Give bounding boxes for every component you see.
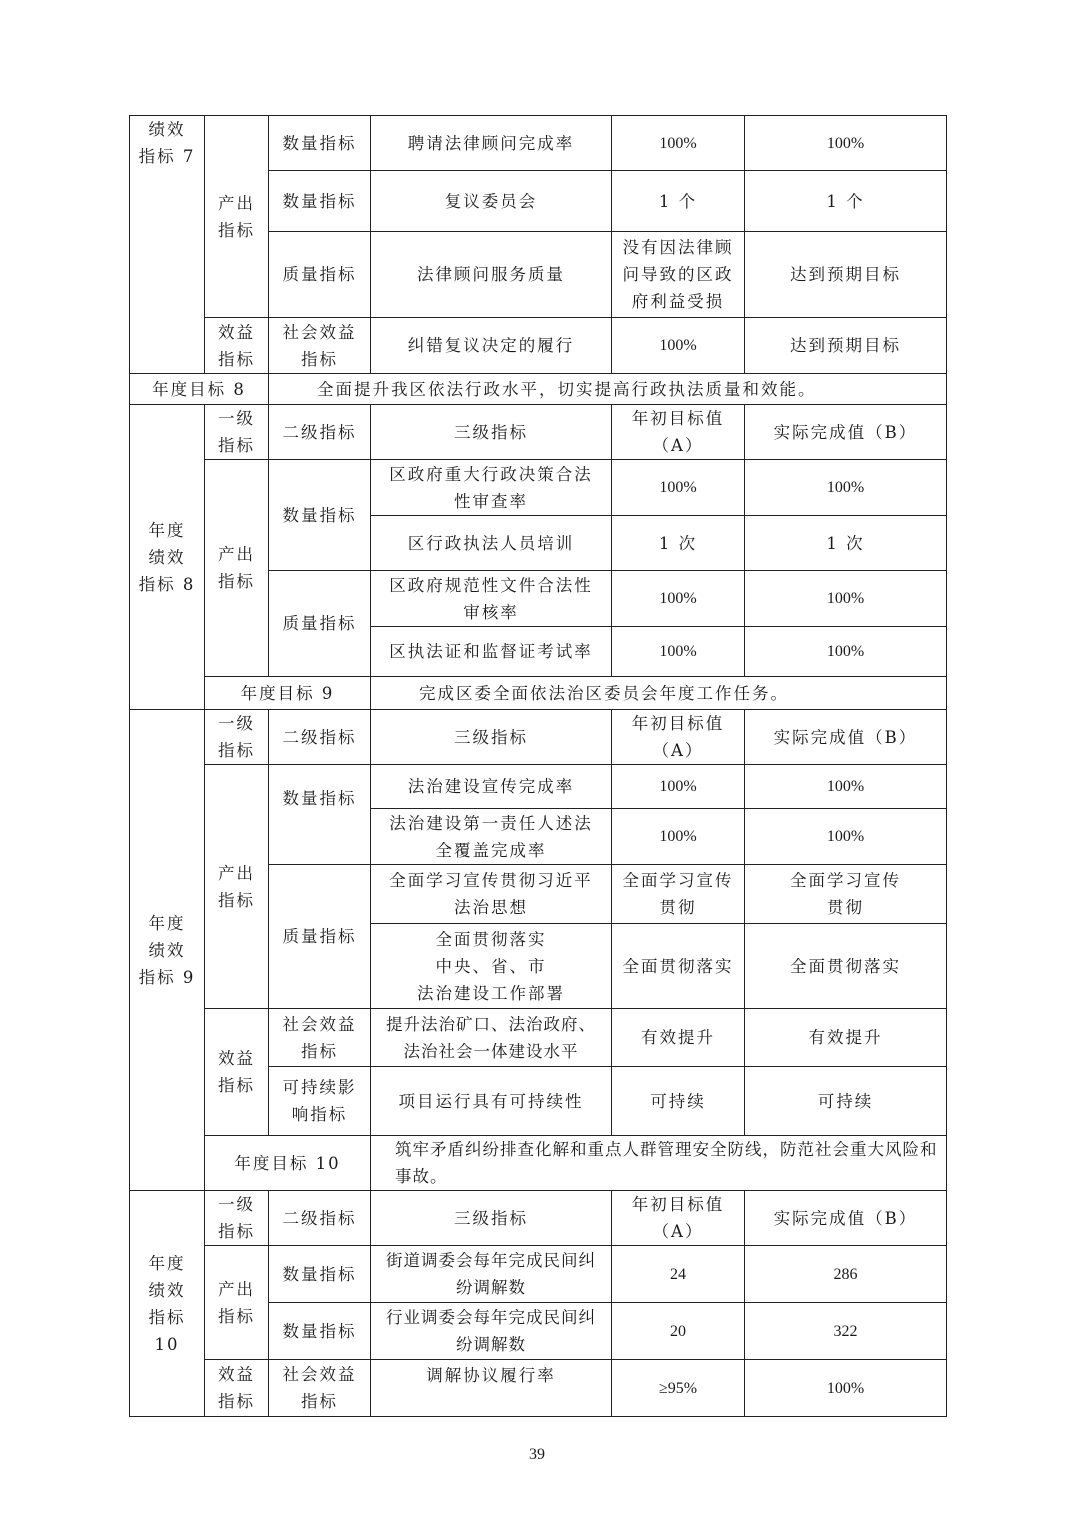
goal-row bbox=[130, 1136, 947, 1191]
third-level-cell: 提升法治矿口、法治政府、 法治社会一体建设水平 bbox=[371, 1009, 612, 1067]
target-cell: 全面学习宣传 贯彻 bbox=[612, 865, 745, 924]
category-cell: 绩效 指标 7 bbox=[130, 116, 205, 374]
header-first-level: 一级 指标 bbox=[205, 405, 269, 460]
third-level-cell: 聘请法律顾问完成率 bbox=[371, 116, 612, 171]
actual-cell: 全面学习宣传 贯彻 bbox=[745, 865, 947, 924]
category-cell: 年度 绩效 指标 8 bbox=[130, 405, 205, 710]
actual-cell: 1 个 bbox=[745, 171, 947, 232]
third-level-cell: 复议委员会 bbox=[371, 171, 612, 232]
target-cell: ≥95% bbox=[612, 1360, 745, 1417]
category-cell: 年度 绩效 指标 10 bbox=[130, 1191, 205, 1417]
goal-row bbox=[130, 677, 947, 710]
header-target: 年初目标值 （A） bbox=[612, 710, 745, 765]
table-row bbox=[130, 1360, 947, 1417]
target-cell: 100% bbox=[612, 765, 745, 809]
goal-label: 年度目标 9 bbox=[205, 677, 371, 710]
actual-cell: 全面贯彻落实 bbox=[745, 924, 947, 1009]
target-cell: 有效提升 bbox=[612, 1009, 745, 1067]
third-level-cell: 法治建设宣传完成率 bbox=[371, 765, 612, 809]
second-level-cell: 社会效益 指标 bbox=[269, 1009, 371, 1067]
goal-text: 全面提升我区依法行政水平，切实提高行政执法质量和效能。 bbox=[269, 374, 947, 405]
third-level-cell: 法治建设第一责任人述法 全覆盖完成率 bbox=[371, 809, 612, 865]
goal-label: 年度目标 10 bbox=[205, 1136, 371, 1191]
goal-text: 完成区委全面依法治区委员会年度工作任务。 bbox=[371, 677, 947, 710]
actual-cell: 达到预期目标 bbox=[745, 232, 947, 318]
header-actual: 实际完成值（B） bbox=[745, 1191, 947, 1246]
third-level-cell: 区政府规范性文件合法性 审核率 bbox=[371, 571, 612, 627]
first-level-cell: 效益 指标 bbox=[205, 318, 269, 374]
first-level-cell: 效益 指标 bbox=[205, 1360, 269, 1417]
goal-label: 年度目标 8 bbox=[130, 374, 269, 405]
target-cell: 没有因法律顾 问导致的区政 府利益受损 bbox=[612, 232, 745, 318]
target-cell: 100% bbox=[612, 627, 745, 677]
second-level-cell: 数量指标 bbox=[269, 1246, 371, 1303]
second-level-cell: 社会效益 指标 bbox=[269, 1360, 371, 1417]
header-target: 年初目标值 （A） bbox=[612, 405, 745, 460]
actual-cell: 100% bbox=[745, 460, 947, 516]
third-level-cell: 全面贯彻落实 中央、省、市 法治建设工作部署 bbox=[371, 924, 612, 1009]
actual-cell: 有效提升 bbox=[745, 1009, 947, 1067]
header-second-level: 二级指标 bbox=[269, 405, 371, 460]
actual-cell: 100% bbox=[745, 116, 947, 171]
second-level-cell: 可持续影 响指标 bbox=[269, 1067, 371, 1136]
table-row bbox=[130, 765, 947, 809]
header-row bbox=[130, 1191, 947, 1246]
first-level-cell: 产出 指标 bbox=[205, 116, 269, 318]
actual-cell: 322 bbox=[745, 1303, 947, 1360]
second-level-cell: 数量指标 bbox=[269, 1303, 371, 1360]
header-third-level: 三级指标 bbox=[371, 1191, 612, 1246]
third-level-cell: 调解协议履行率 bbox=[371, 1360, 612, 1417]
second-level-cell: 数量指标 bbox=[269, 460, 371, 571]
target-cell: 全面贯彻落实 bbox=[612, 924, 745, 1009]
performance-indicator-table bbox=[129, 115, 947, 1417]
third-level-cell: 法律顾问服务质量 bbox=[371, 232, 612, 318]
second-level-cell: 数量指标 bbox=[269, 171, 371, 232]
target-cell: 1 次 bbox=[612, 516, 745, 571]
third-level-cell: 行业调委会每年完成民间纠 纷调解数 bbox=[371, 1303, 612, 1360]
actual-cell: 286 bbox=[745, 1246, 947, 1303]
target-cell: 100% bbox=[612, 809, 745, 865]
target-cell: 20 bbox=[612, 1303, 745, 1360]
table-row bbox=[130, 1246, 947, 1303]
header-first-level: 一级 指标 bbox=[205, 710, 269, 765]
first-level-cell: 效益 指标 bbox=[205, 1009, 269, 1136]
header-first-level: 一级 指标 bbox=[205, 1191, 269, 1246]
second-level-cell: 数量指标 bbox=[269, 765, 371, 865]
goal-text: 筑牢矛盾纠纷排查化解和重点人群管理安全防线，防范社会重大风险和事故。 bbox=[371, 1136, 947, 1191]
header-actual: 实际完成值（B） bbox=[745, 710, 947, 765]
header-third-level: 三级指标 bbox=[371, 710, 612, 765]
third-level-cell: 街道调委会每年完成民间纠 纷调解数 bbox=[371, 1246, 612, 1303]
table-row bbox=[130, 318, 947, 374]
header-target: 年初目标值 （A） bbox=[612, 1191, 745, 1246]
third-level-cell: 全面学习宣传贯彻习近平 法治思想 bbox=[371, 865, 612, 924]
third-level-cell: 区政府重大行政决策合法 性审查率 bbox=[371, 460, 612, 516]
third-level-cell: 区行政执法人员培训 bbox=[371, 516, 612, 571]
actual-cell: 100% bbox=[745, 571, 947, 627]
first-level-cell: 产出 指标 bbox=[205, 765, 269, 1009]
first-level-cell: 产出 指标 bbox=[205, 1246, 269, 1360]
header-third-level: 三级指标 bbox=[371, 405, 612, 460]
header-second-level: 二级指标 bbox=[269, 710, 371, 765]
actual-cell: 100% bbox=[745, 1360, 947, 1417]
target-cell: 100% bbox=[612, 460, 745, 516]
header-row bbox=[130, 710, 947, 765]
header-second-level: 二级指标 bbox=[269, 1191, 371, 1246]
third-level-cell: 项目运行具有可持续性 bbox=[371, 1067, 612, 1136]
table-row bbox=[130, 116, 947, 171]
actual-cell: 100% bbox=[745, 809, 947, 865]
actual-cell: 100% bbox=[745, 627, 947, 677]
target-cell: 100% bbox=[612, 318, 745, 374]
target-cell: 100% bbox=[612, 571, 745, 627]
category-cell: 年度 绩效 指标 9 bbox=[130, 710, 205, 1191]
target-cell: 24 bbox=[612, 1246, 745, 1303]
actual-cell: 1 次 bbox=[745, 516, 947, 571]
header-actual: 实际完成值（B） bbox=[745, 405, 947, 460]
second-level-cell: 质量指标 bbox=[269, 865, 371, 1009]
actual-cell: 达到预期目标 bbox=[745, 318, 947, 374]
table-row bbox=[130, 1009, 947, 1067]
third-level-cell: 区执法证和监督证考试率 bbox=[371, 627, 612, 677]
actual-cell: 可持续 bbox=[745, 1067, 947, 1136]
second-level-cell: 质量指标 bbox=[269, 232, 371, 318]
actual-cell: 100% bbox=[745, 765, 947, 809]
second-level-cell: 数量指标 bbox=[269, 116, 371, 171]
second-level-cell: 社会效益 指标 bbox=[269, 318, 371, 374]
first-level-cell: 产出 指标 bbox=[205, 460, 269, 677]
page-number: 39 bbox=[529, 1446, 545, 1463]
table-row bbox=[130, 460, 947, 516]
target-cell: 100% bbox=[612, 116, 745, 171]
goal-row bbox=[130, 374, 947, 405]
target-cell: 1 个 bbox=[612, 171, 745, 232]
second-level-cell: 质量指标 bbox=[269, 571, 371, 677]
header-row bbox=[130, 405, 947, 460]
target-cell: 可持续 bbox=[612, 1067, 745, 1136]
third-level-cell: 纠错复议决定的履行 bbox=[371, 318, 612, 374]
